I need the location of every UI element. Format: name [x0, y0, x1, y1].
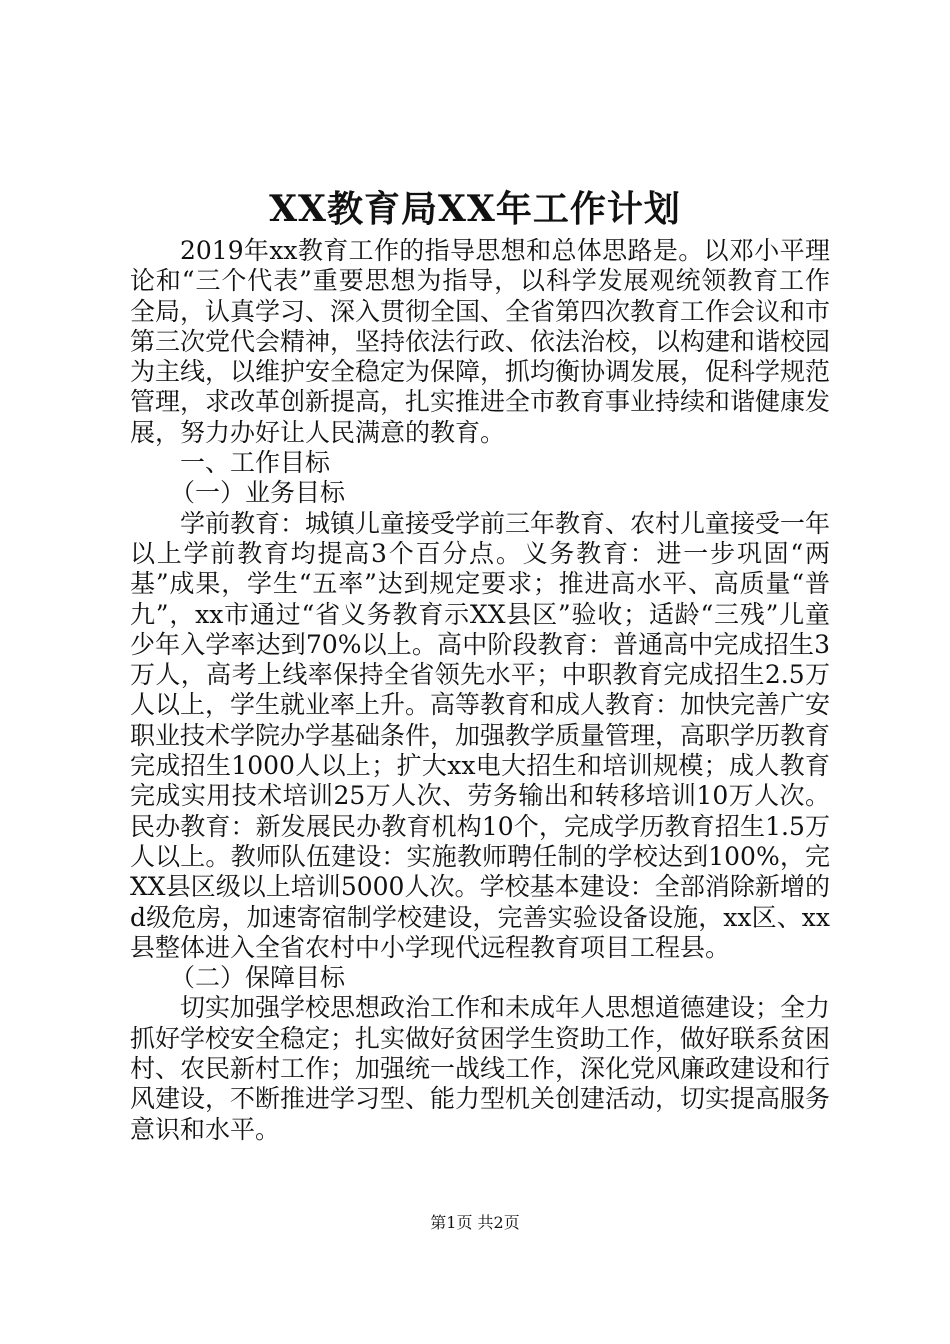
business-goals-paragraph: 学前教育：城镇儿童接受学前三年教育、农村儿童接受一年以上学前教育均提高3个百分点。义务教育：进一步巩固“两基”成果，学生“五率”达到规定要求；推进高水平、高质量“普九”，xx市通过“省义务教育示XX县区”验收；适龄“三残”儿童少年入学率达到70%以上。高中阶段教育：普通高中完成招生3万人，高考上线率保持全省领先水平；中职教育完成招生2.5万人以上，学生就业率上升。高等教育和成人教育：加快完善广安职业技术学院办学基础条件，加强教学质量管理，高职学历教育完成招生1000人以上；扩大xx电大招生和培训规模；成人教育完成实用技术培训25万人次、劳务输出和转移培训10万人次。民办教育：新发展民办教育机构10个，完成学历教育招生1.5万人以上。教师队伍建设：实施教师聘任制的学校达到100%，完XX县区级以上培训5000人次。学校基本建设：全部消除新增的d级危房，加速寄宿制学校建设，完善实验设备设施，xx区、xx县整体进入全省农村中小学现代远程教育项目工程县。 [130, 508, 831, 962]
document-title: XX教育局XX年工作计划 [269, 188, 681, 230]
support-goals-paragraph: 切实加强学校思想政治工作和未成年人思想道德建设；全力抓好学校安全稳定；扎实做好贫困学生资助工作，做好联系贫困村、农民新村工作；加强统一战线工作，深化党风廉政建设和行风建设，不断推进学习型、能力型机关创建活动，切实提高服务意识和水平。 [130, 993, 831, 1144]
section-heading-work-goals: 一、工作目标 [180, 448, 331, 478]
page-number-footer: 第1页 共2页 [430, 1213, 520, 1232]
subsection-heading-business-goals: （一）业务目标 [170, 478, 346, 508]
document-body [130, 236, 830, 1145]
intro-paragraph: 2019年xx教育工作的指导思想和总体思路是。以邓小平理论和“三个代表”重要思想为指导，以科学发展观统领教育工作全局，认真学习、深入贯彻全国、全省第四次教育工作会议和市第三次党代会精神，坚持依法行政、依法治校，以构建和谐校园为主线，以维护安全稳定为保障，抓均衡协调发展，促科学规范管理，求改革创新提高，扎实推进全市教育事业持续和谐健康发展，努力办好让人民满意的教育。 [130, 236, 831, 447]
subsection-heading-support-goals: （二）保障目标 [170, 963, 346, 993]
